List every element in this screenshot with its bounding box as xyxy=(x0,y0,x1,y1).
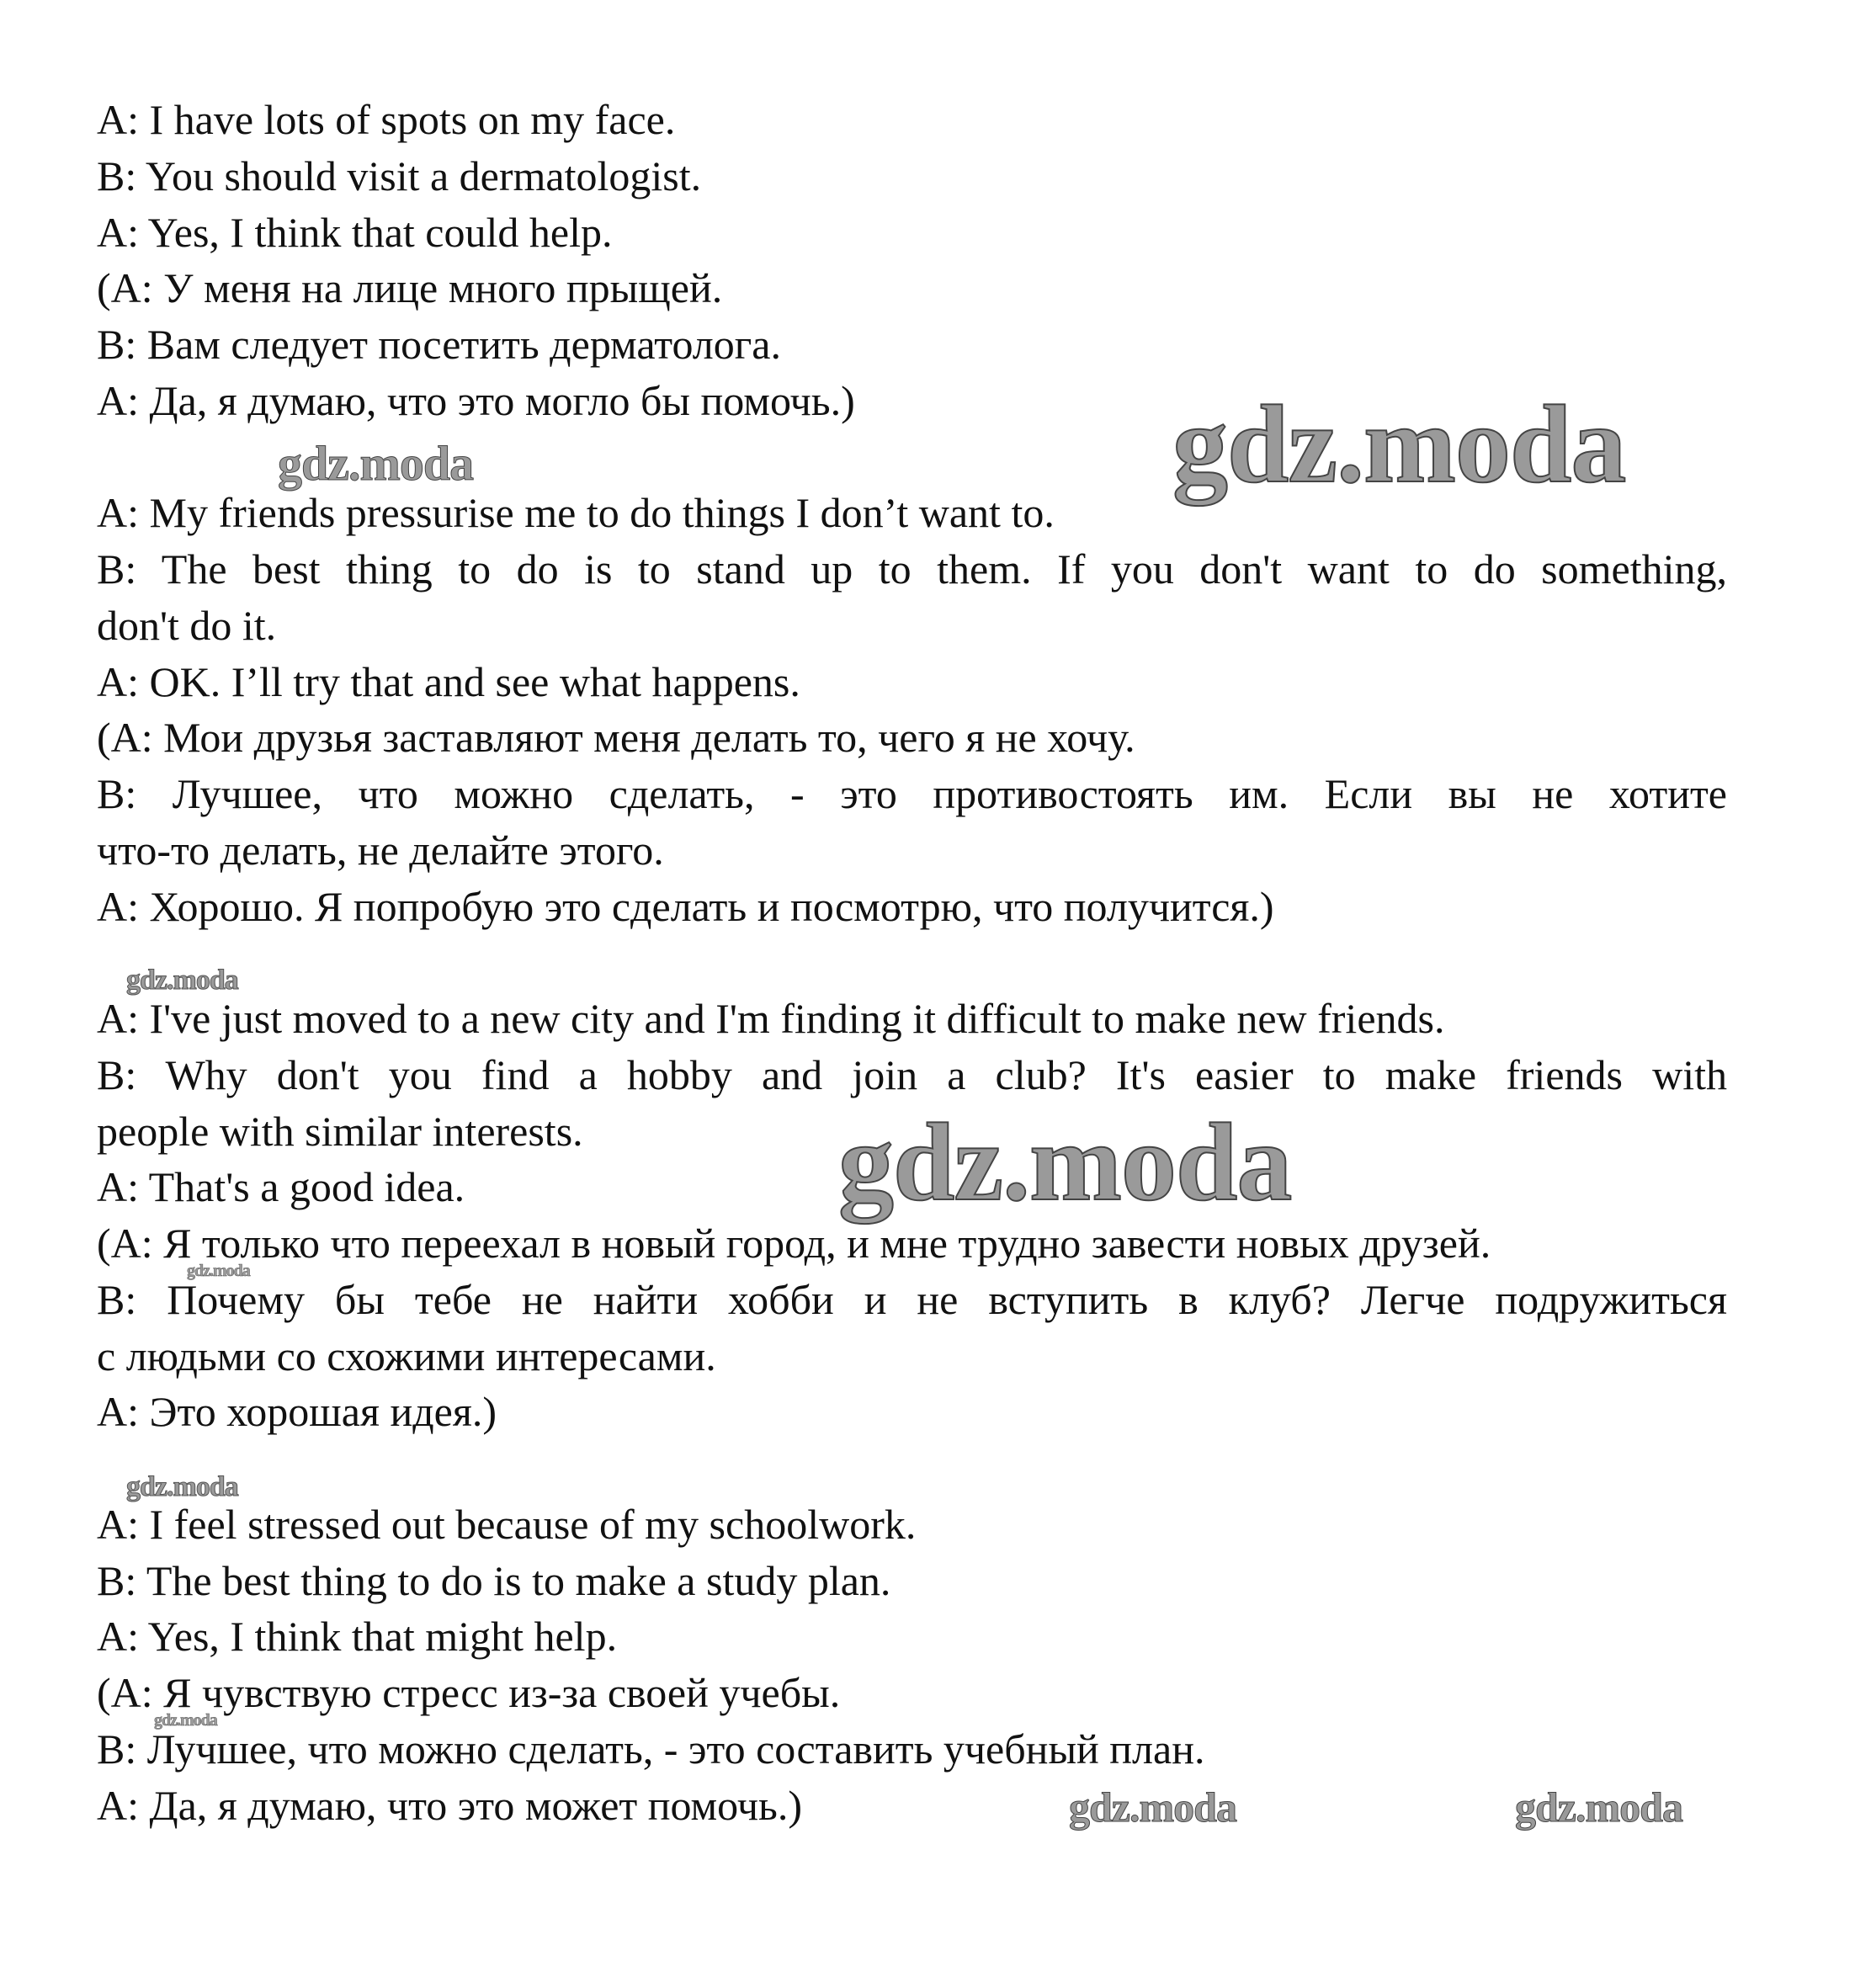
dialogue-block-2 xyxy=(97,485,1727,934)
text-line: A: My friends pressurise me to do things I don’t want to. xyxy=(97,489,1055,537)
watermark: gdz.moda xyxy=(1069,1783,1236,1831)
dialogue-block-1 xyxy=(97,92,1727,429)
text-line: B: Лучшее, что можно сделать, - это составить учебный план. xyxy=(97,1725,1205,1773)
watermark: gdz.moda xyxy=(154,1711,217,1730)
text-line: (A: Я только что переехал в новый город, и мне трудно завести новых друзей. xyxy=(97,1220,1491,1267)
text-line: (A: У меня на лице много прыщей. xyxy=(97,264,723,312)
watermark: gdz.moda xyxy=(126,1471,238,1502)
document-body xyxy=(97,92,1727,1833)
text-line: B: Почему бы тебе не найти хобби и не вступить в клуб? Легче подружиться xyxy=(97,1275,1727,1323)
watermark: gdz.moda xyxy=(838,1100,1292,1224)
watermark: gdz.moda xyxy=(126,965,238,996)
watermark: gdz.moda xyxy=(1172,382,1626,506)
text-line: (A: Я чувствую стресс из-за своей учебы. xyxy=(97,1669,841,1716)
text-line: A: Yes, I think that might help. xyxy=(97,1613,618,1661)
text-line: B: Лучшее, что можно сделать, - это противостоять им. Если вы не хотите xyxy=(97,770,1727,817)
watermark: gdz.moda xyxy=(278,436,474,491)
text-line: A: Да, я думаю, что это могло бы помочь.) xyxy=(97,376,855,424)
dialogue-block-4 xyxy=(97,1496,1727,1834)
text-line: people with similar interests. xyxy=(97,1107,583,1155)
text-line: A: I feel stressed out because of my schoolwork. xyxy=(97,1500,917,1548)
text-line: A: I have lots of spots on my face. xyxy=(97,96,676,143)
text-line: B: The best thing to do is to make a study plan. xyxy=(97,1556,891,1604)
text-line: B: The best thing to do is to stand up to them. If you don't want to do something, xyxy=(97,545,1727,593)
text-line: A: Хорошо. Я попробую это сделать и посмотрю, что получится.) xyxy=(97,882,1274,930)
text-line: A: That's a good idea. xyxy=(97,1163,465,1211)
text-line: B: You should visit a dermatologist. xyxy=(97,151,702,199)
text-line: (A: Мои друзья заставляют меня делать то, чего я не хочу. xyxy=(97,714,1135,762)
text-line: A: Yes, I think that could help. xyxy=(97,208,613,256)
watermark: gdz.moda xyxy=(187,1262,250,1280)
text-line: A: OK. I’ll try that and see what happens. xyxy=(97,657,800,705)
text-line: don't do it. xyxy=(97,601,277,649)
watermark: gdz.moda xyxy=(1515,1783,1682,1831)
text-line: что-то делать, не делайте этого. xyxy=(97,826,664,874)
text-line: A: Это хорошая идея.) xyxy=(97,1388,497,1436)
text-line: A: I've just moved to a new city and I'm finding it difficult to make new friends. xyxy=(97,995,1445,1042)
text-line: B: Why don't you find a hobby and join a club? It's easier to make friends with xyxy=(97,1050,1727,1098)
text-line: A: Да, я думаю, что это может помочь.) xyxy=(97,1781,802,1829)
text-line: с людьми со схожими интересами. xyxy=(97,1332,716,1379)
text-line: B: Вам следует посетить дерматолога. xyxy=(97,321,781,368)
